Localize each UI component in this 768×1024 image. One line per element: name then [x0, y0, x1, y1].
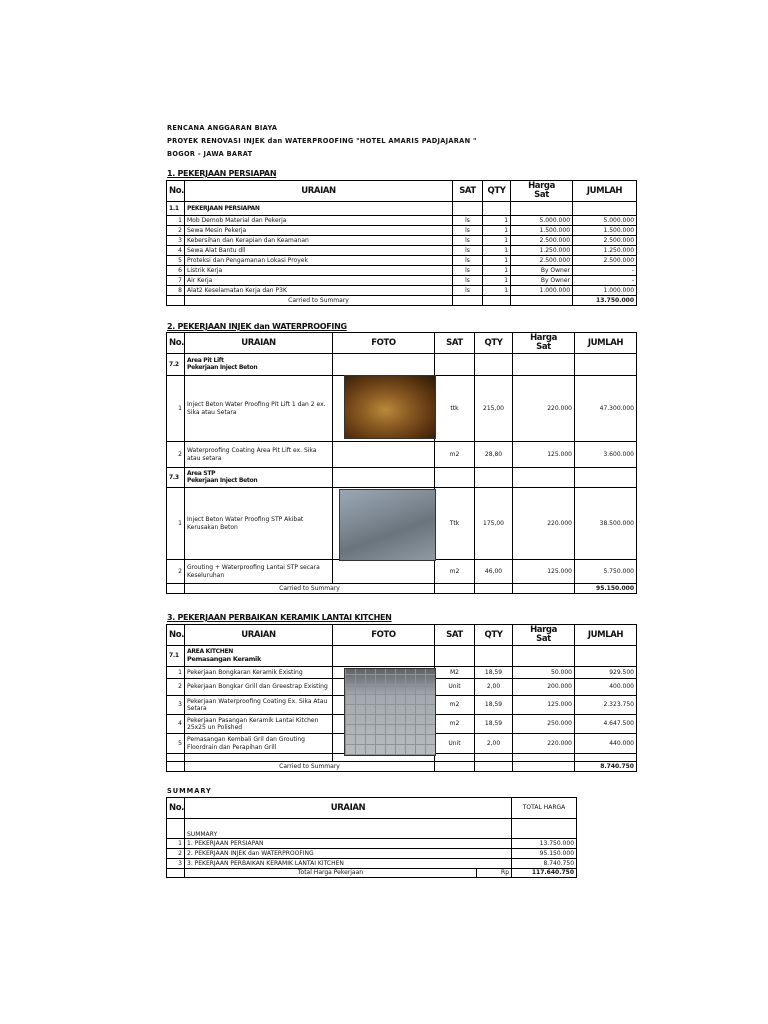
col-no: No.	[167, 333, 185, 354]
table-row: 1 Inject Beton Water Proofing STP Akibat Kerusakan Beton Ttk 175,00 220.000 38.500.000	[167, 488, 637, 560]
section-1-total: 13.750.000	[573, 296, 637, 306]
summary-table	[166, 797, 577, 878]
table-row: 4 Pekerjaan Pasangan Keramik Lantai Kitchen 25x25 un Polished m2 18,59 250.000 4.647.500	[167, 715, 637, 734]
col-foto: FOTO	[333, 333, 435, 354]
summary-label: SUMMARY	[185, 819, 512, 839]
col-uraian: URAIAN	[185, 798, 512, 819]
col-total-harga: TOTAL HARGA	[512, 798, 577, 819]
table-row: 1 1. PEKERJAAN PERSIAPAN 13.750.000	[167, 839, 577, 849]
pit-lift-photo	[344, 375, 436, 439]
col-no: No.	[167, 798, 185, 819]
table-row: 3 Pekerjaan Waterproofing Coating Ex. Sika Atau Setara m2 18,59 125.000 2.323.750	[167, 696, 637, 715]
subsection-label: Area Pit Lift Pekerjaan Inject Beton	[185, 354, 333, 376]
col-harga: Harga Sat	[511, 181, 573, 202]
table-row: 5 Proteksi dan Pengamanan Lokasi Proyek ls 1 2.500.000 2.500.000	[167, 256, 637, 266]
grand-total: 117.640.750	[512, 869, 577, 878]
summary-title: SUMMARY	[167, 787, 212, 795]
subsection-no: 7.1	[167, 646, 185, 667]
col-harga: Harga Sat	[513, 333, 575, 354]
project-title: PROYEK RENOVASI INJEK dan WATERPROOFING "HOTEL AMARIS PADJAJARAN "	[167, 137, 477, 145]
table-row: 2 Waterproofing Coating Area Pit Lift ex. Sika atau setara m2 28,80 125.000 3.600.000	[167, 442, 637, 468]
table-row: 1 Pekerjaan Bongkaran Keramik Existing M2 18,59 50.000 929.500	[167, 667, 637, 679]
col-uraian: URAIAN	[185, 333, 333, 354]
table-row: 1 Inject Beton Water Proofing Pit Lift 1 dan 2 ex. Sika atau Setara ttk 215,00 220.000 47.300.000	[167, 376, 637, 442]
total-label: Total Harga Pekerjaan	[185, 869, 477, 878]
table-row: 3 3. PEKERJAAN PERBAIKAN KERAMIK LANTAI KITCHEN 8.740.750	[167, 859, 577, 869]
kitchen-floor-photo	[344, 668, 436, 756]
subsection-no: 7.3	[167, 468, 185, 488]
col-jumlah: JUMLAH	[575, 625, 637, 646]
col-foto: FOTO	[333, 625, 435, 646]
table-row: 8 Alat2 Keselamatan Kerja dan P3K ls 1 1.000.000 1.000.000	[167, 286, 637, 296]
col-no: No.	[167, 181, 185, 202]
col-sat: SAT	[435, 625, 475, 646]
carried-to-summary: Carried to Summary	[185, 296, 453, 306]
col-sat: SAT	[453, 181, 483, 202]
section-1-table	[166, 180, 637, 306]
section-3-title: 3. PEKERJAAN PERBAIKAN KERAMIK LANTAI KITCHEN	[167, 613, 392, 622]
table-row: 5 Pemasangan Kembali Gril dan Grouting Floordrain dan Perapihan Grill Unit 2,00 220.000 440.000	[167, 734, 637, 754]
subsection-no: 7.2	[167, 354, 185, 376]
table-row: 2 Sewa Mesin Pekerja ls 1 1.500.000 1.500.000	[167, 226, 637, 236]
table-row: 7 Air Kerja ls 1 By Owner -	[167, 276, 637, 286]
section-2-title: 2. PEKERJAAN INJEK dan WATERPROOFING	[167, 322, 347, 331]
currency: Rp	[477, 869, 512, 878]
col-jumlah: JUMLAH	[575, 333, 637, 354]
col-no: No.	[167, 625, 185, 646]
col-qty: QTY	[483, 181, 511, 202]
subsection-label: Area STP Pekerjaan Inject Beton	[185, 468, 333, 488]
table-row: 3 Kebersihan dan Kerapian dan Keamanan ls 1 2.500.000 2.500.000	[167, 236, 637, 246]
table-row: 2 Pekerjaan Bongkar Grill dan Greestrap Existing Unit 2,00 200.000 400.000	[167, 679, 637, 696]
subsection-no: 1.1	[167, 202, 185, 216]
col-qty: QTY	[475, 333, 513, 354]
stp-photo	[339, 489, 436, 561]
col-uraian: URAIAN	[185, 181, 453, 202]
table-row: 1 Mob Demob Material dan Pekerja ls 1 5.000.000 5.000.000	[167, 216, 637, 226]
col-sat: SAT	[435, 333, 475, 354]
subsection-label: AREA KITCHEN Pemasangan Keramik	[185, 646, 333, 667]
section-3-total: 8.740.750	[575, 762, 637, 772]
doc-title: RENCANA ANGGARAN BIAYA	[167, 124, 278, 132]
table-row: 2 2. PEKERJAAN INJEK dan WATERPROOFING 95.150.000	[167, 849, 577, 859]
col-uraian: URAIAN	[185, 625, 333, 646]
col-harga: Harga Sat	[513, 625, 575, 646]
project-location: BOGOR - JAWA BARAT	[167, 150, 253, 158]
table-row: 6 Listrik Kerja ls 1 By Owner -	[167, 266, 637, 276]
section-1-title: 1. PEKERJAAN PERSIAPAN	[167, 169, 277, 178]
carried-to-summary: Carried to Summary	[185, 762, 435, 772]
col-qty: QTY	[475, 625, 513, 646]
table-row: 2 Grouting + Waterproofing Lantai STP secara Keseluruhan m2 46,00 125.000 5.750.000	[167, 560, 637, 584]
table-row: 4 Sewa Alat Bantu dll ls 1 1.250.000 1.250.000	[167, 246, 637, 256]
section-2-total: 95.150.000	[575, 584, 637, 594]
subsection-label: PEKERJAAN PERSIAPAN	[185, 202, 453, 216]
col-jumlah: JUMLAH	[573, 181, 637, 202]
carried-to-summary: Carried to Summary	[185, 584, 435, 594]
